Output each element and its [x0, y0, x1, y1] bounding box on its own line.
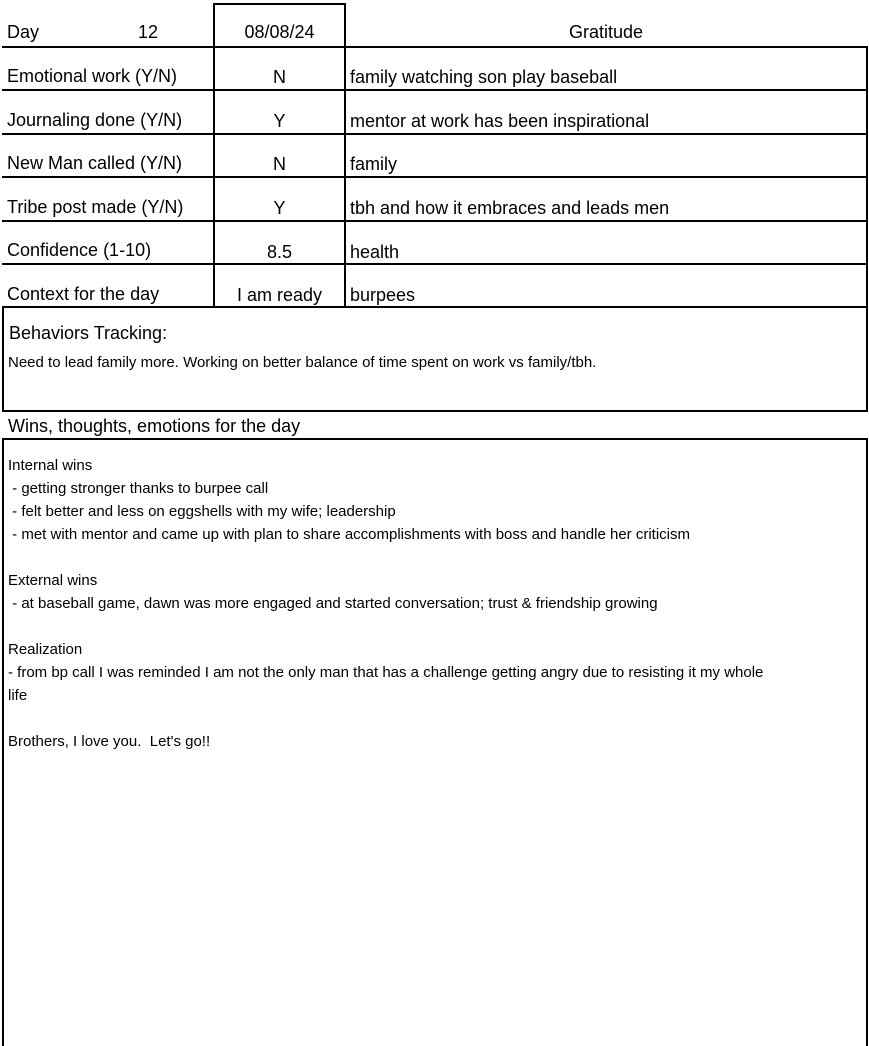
wins-line: Brothers, I love you. Let's go!!: [8, 733, 211, 750]
grid-line: [2, 89, 868, 91]
grid-line: [2, 263, 868, 265]
wins-line: Internal wins: [8, 457, 93, 474]
gratitude-item: mentor at work has been inspirational: [350, 111, 650, 131]
day-number: 12: [138, 22, 159, 42]
wins-line: - met with mentor and came up with plan to share accomplishments with boss and handle her criticism: [8, 526, 690, 543]
grid-line: [2, 46, 868, 48]
wins-content: [8, 454, 866, 753]
wins-line: [8, 615, 866, 638]
row-label-emotional-work: Emotional work (Y/N): [7, 66, 178, 86]
row-value-new-man-called: N: [273, 154, 286, 174]
row-value-emotional-work: N: [273, 67, 286, 87]
behaviors-title: Behaviors Tracking:: [9, 323, 168, 343]
gratitude-item: tbh and how it embraces and leads men: [350, 198, 670, 218]
row-value-journaling: Y: [273, 111, 286, 131]
gratitude-item: family watching son play baseball: [350, 67, 618, 87]
wins-line: - getting stronger thanks to burpee call: [8, 480, 269, 497]
grid-line: [866, 46, 868, 412]
grid-line: [2, 176, 868, 178]
row-label-journaling: Journaling done (Y/N): [7, 110, 183, 130]
row-label-new-man-called: New Man called (Y/N): [7, 153, 183, 173]
grid-line: [344, 3, 346, 307]
wins-line: Realization: [8, 641, 83, 658]
date-value: 08/08/24: [244, 22, 315, 42]
row-label-context: Context for the day: [7, 284, 160, 304]
wins-line: - felt better and less on eggshells with my wife; leadership: [8, 503, 396, 520]
wins-line: [8, 546, 866, 569]
gratitude-item: health: [350, 242, 400, 262]
wins-box: [2, 438, 868, 1046]
wins-line: life: [8, 687, 28, 704]
grid-line: [2, 306, 868, 308]
gratitude-item: burpees: [350, 285, 416, 305]
grid-line: [213, 3, 346, 5]
grid-line: [2, 133, 868, 135]
row-label-confidence: Confidence (1-10): [7, 240, 152, 260]
day-label: Day: [7, 22, 40, 42]
wins-line: - from bp call I was reminded I am not the only man that has a challenge getting angry due to resisting it my whole: [8, 664, 764, 681]
grid-line: [2, 220, 868, 222]
wins-line: - at baseball game, dawn was more engaged and started conversation; trust & friendship growing: [8, 595, 658, 612]
row-label-tribe-post: Tribe post made (Y/N): [7, 197, 184, 217]
behaviors-text: Need to lead family more. Working on better balance of time spent on work vs family/tbh.: [8, 354, 597, 371]
wins-title: Wins, thoughts, emotions for the day: [8, 416, 301, 436]
wins-line: External wins: [8, 572, 98, 589]
row-value-confidence: 8.5: [266, 242, 293, 262]
gratitude-item: family: [350, 154, 398, 174]
gratitude-header: Gratitude: [568, 22, 644, 42]
row-value-context: I am ready: [236, 285, 323, 305]
row-value-tribe-post: Y: [273, 198, 286, 218]
wins-line: [8, 707, 866, 730]
grid-line: [2, 306, 4, 412]
grid-line: [2, 410, 868, 412]
